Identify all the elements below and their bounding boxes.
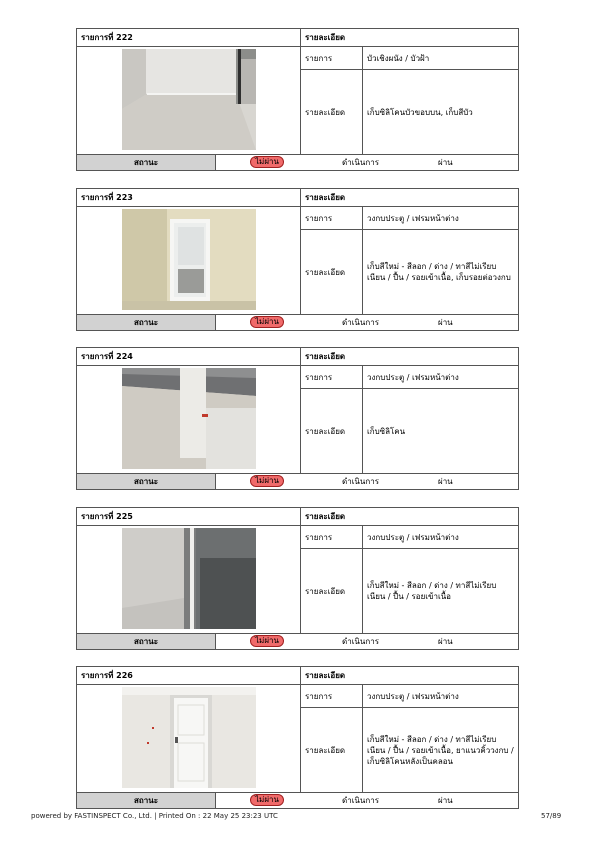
inspection-card-223 (76, 188, 519, 331)
inspection-card-222 (76, 28, 519, 171)
detail-header: รายละเอียด (301, 189, 518, 207)
inspection-card-226 (76, 666, 519, 809)
detail-header: รายละเอียด (301, 667, 518, 685)
card-title: รายการที่ 224 (77, 348, 301, 366)
status-row (77, 314, 518, 330)
photo-cell (77, 526, 301, 633)
detail-value: เก็บซิลิโคนบัวขอบบน, เก็บสีบัว (367, 107, 473, 117)
detail-header: รายละเอียด (301, 29, 518, 47)
inspection-photo[interactable] (122, 528, 256, 629)
status-pass[interactable]: ผ่าน (438, 477, 453, 486)
detail-header: รายละเอียด (301, 348, 518, 366)
item-value: วงกบประตู / เฟรมหน้าต่าง (363, 685, 518, 708)
status-row (77, 473, 518, 489)
status-row (77, 633, 518, 649)
status-pass[interactable]: ผ่าน (438, 637, 453, 646)
detail-value: เก็บซิลิโคน (367, 426, 406, 436)
status-pass[interactable]: ผ่าน (438, 158, 453, 167)
inspection-photo[interactable] (122, 49, 256, 150)
detail-label: รายละเอียด (301, 549, 363, 633)
status-in-progress[interactable]: ดำเนินการ (342, 637, 379, 646)
detail-label: รายละเอียด (301, 708, 363, 792)
status-in-progress[interactable]: ดำเนินการ (342, 796, 379, 805)
status-label: สถานะ (77, 634, 216, 649)
inspection-photo[interactable] (122, 687, 256, 788)
item-value: วงกบประตู / เฟรมหน้าต่าง (363, 366, 518, 389)
status-label: สถานะ (77, 315, 216, 330)
card-title: รายการที่ 225 (77, 508, 301, 526)
status-in-progress[interactable]: ดำเนินการ (342, 477, 379, 486)
status-fail-badge[interactable]: ไม่ผ่าน (250, 156, 284, 168)
detail-label: รายละเอียด (301, 230, 363, 314)
item-label: รายการ (301, 47, 363, 70)
photo-cell (77, 366, 301, 473)
status-fail-badge[interactable]: ไม่ผ่าน (250, 475, 284, 487)
card-title: รายการที่ 222 (77, 29, 301, 47)
item-value: บัวเชิงผนัง / บัวฝ้า (363, 47, 518, 70)
item-value: วงกบประตู / เฟรมหน้าต่าง (363, 526, 518, 549)
status-fail-badge[interactable]: ไม่ผ่าน (250, 316, 284, 328)
inspection-card-224 (76, 347, 519, 490)
detail-header: รายละเอียด (301, 508, 518, 526)
item-label: รายการ (301, 207, 363, 230)
item-value: วงกบประตู / เฟรมหน้าต่าง (363, 207, 518, 230)
status-label: สถานะ (77, 793, 216, 808)
inspection-photo[interactable] (122, 368, 256, 469)
page-number: 57/89 (541, 812, 562, 820)
photo-cell (77, 685, 301, 792)
photo-cell (77, 47, 301, 154)
detail-value: เก็บสีใหม่ - สีลอก / ด่าง / ทาสีไม่เรียบเนียน / ปื้น / รอยเข้าเนื้อ, เก็บรอยต่อวงกบ (367, 262, 511, 282)
item-label: รายการ (301, 526, 363, 549)
status-row (77, 154, 518, 170)
footer-printed-on: powered by FASTINSPECT Co., Ltd. | Printed On : 22 May 25 23:23 UTC (31, 812, 278, 820)
status-pass[interactable]: ผ่าน (438, 318, 453, 327)
status-in-progress[interactable]: ดำเนินการ (342, 318, 379, 327)
inspection-photo[interactable] (122, 209, 256, 310)
status-row (77, 792, 518, 808)
detail-value: เก็บสีใหม่ - สีลอก / ด่าง / ทาสีไม่เรียบเนียน / ปื้น / รอยเข้าเนื้อ, ยาแนวคิ้ววงกบ / เก็บซิลิโคนหลังเป็นคลอน (367, 734, 514, 766)
photo-cell (77, 207, 301, 314)
detail-value: เก็บสีใหม่ - สีลอก / ด่าง / ทาสีไม่เรียบเนียน / ปื้น / รอยเข้าเนื้อ (367, 581, 497, 601)
status-in-progress[interactable]: ดำเนินการ (342, 158, 379, 167)
card-title: รายการที่ 223 (77, 189, 301, 207)
status-fail-badge[interactable]: ไม่ผ่าน (250, 635, 284, 647)
status-label: สถานะ (77, 474, 216, 489)
item-label: รายการ (301, 366, 363, 389)
status-label: สถานะ (77, 155, 216, 170)
card-title: รายการที่ 226 (77, 667, 301, 685)
inspection-card-225 (76, 507, 519, 650)
detail-label: รายละเอียด (301, 70, 363, 154)
status-fail-badge[interactable]: ไม่ผ่าน (250, 794, 284, 806)
status-pass[interactable]: ผ่าน (438, 796, 453, 805)
detail-label: รายละเอียด (301, 389, 363, 473)
item-label: รายการ (301, 685, 363, 708)
